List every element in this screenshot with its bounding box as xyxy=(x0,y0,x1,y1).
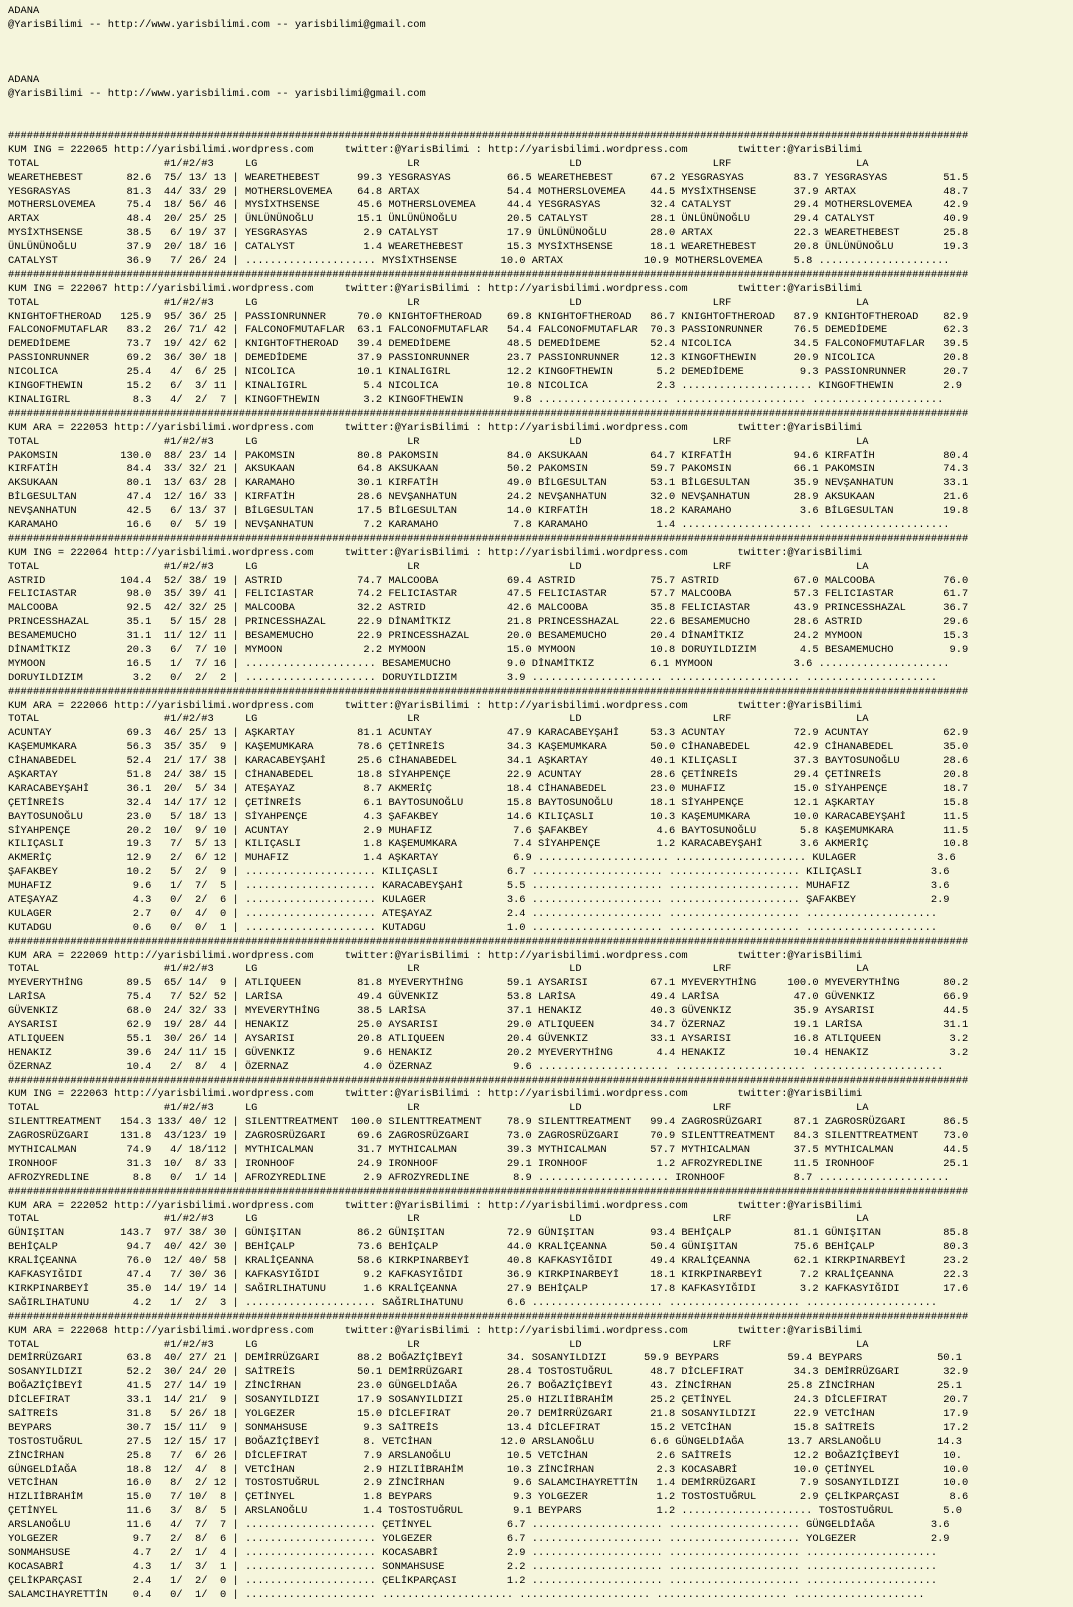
horse-stat-row: KNIGHTOFTHEROAD 125.9 95/ 36/ 25 | PASSIONRUNNER 70.0 KNIGHTOFTHEROAD 69.8 KNIGHTOFTHEROAD 86.7 KNIGHTOFTHEROAD 87.9 KNIGHTOFTHEROAD 82.9 xyxy=(8,310,969,323)
horse-stat-row: MYSİXTHSENSE 38.5 6/ 19/ 37 | YESGRASYAS 2.9 CATALYST 17.9 ÜNLÜNÜNOĞLU 28.0 ARTAX 22.3 WEARETHEBEST 25.8 xyxy=(8,227,969,240)
horse-stat-row: MYMOON 16.5 1/ 7/ 16 | ..................... BESAMEMUCHO 9.0 DİNAMİTKIZ 6.1 MYMOON 3.6 ..................... xyxy=(8,657,950,670)
horse-stat-row: AKSUKAAN 80.1 13/ 63/ 28 | KARAMAHO 30.1 KIRFATİH 49.0 BİLGESULTAN 53.1 BİLGESULTAN 35.9 NEVŞANHATUN 33.1 xyxy=(8,477,969,490)
horse-stat-row: DİNAMİTKIZ 20.3 6/ 7/ 10 | MYMOON 2.2 MYMOON 15.0 MYMOON 10.8 DORUYILDIZIM 4.5 BESAMEMUCHO 9.9 xyxy=(8,643,969,656)
horse-stat-row: CİHANABEDEL 52.4 21/ 17/ 38 | KARACABEYŞAHİ 25.6 CİHANABEDEL 34.1 AŞKARTAY 40.1 KILIÇASLI 37.3 BAYTOSUNOĞLU 28.6 xyxy=(8,755,969,768)
horse-stat-row: YOLGEZER 9.7 2/ 8/ 6 | ..................... YOLGEZER 6.7 ..................... ..................... YOLGEZER 2.9 xyxy=(8,1532,950,1545)
column-header-row: TOTAL #1/#2/#3 LG LR LD LRF LA xyxy=(8,1102,869,1115)
horse-stat-row: MOTHERSLOVEMEA 75.4 18/ 56/ 46 | MYSİXTHSENSE 45.6 MOTHERSLOVEMEA 44.4 YESGRASYAS 32.4 CATALYST 29.4 MOTHERSLOVEMEA 42.9 xyxy=(8,199,969,212)
horse-stat-row: BAYTOSUNOĞLU 23.0 5/ 18/ 13 | SİYAHPENÇE 4.3 ŞAFAKBEY 14.6 KILIÇASLI 10.3 KAŞEMUMKARA 10.0 KARACABEYŞAHİ 11.5 xyxy=(8,810,969,823)
horse-stat-row: ASTRID 104.4 52/ 38/ 19 | ASTRID 74.7 MALCOOBA 69.4 ASTRID 75.7 ASTRID 67.0 MALCOOBA 76.0 xyxy=(8,574,969,587)
horse-stat-row: KRALİÇEANNA 76.0 12/ 40/ 58 | KRALİÇEANNA 58.6 KIRKPINARBEYİ 40.8 KAFKASYIĞIDI 49.4 KRALİÇEANNA 62.1 KIRKPINARBEYİ 23.2 xyxy=(8,1255,969,1268)
horse-stat-row: KUTADGU 0.6 0/ 0/ 1 | ..................... KUTADGU 1.0 ..................... ..................... ..................... xyxy=(8,921,938,934)
race-header: KUM ARA = 222068 http://yarisbilimi.wordpress.com twitter:@YarisBilimi : http://yarisbilimi.wordpress.com twitter:@YarisBilimi xyxy=(8,1324,863,1337)
section-divider: ########################################################################################################################################################## xyxy=(8,1185,969,1198)
horse-stat-row: BEYPARS 30.7 15/ 11/ 9 | SONMAHSUSE 9.3 SAİTREİS 13.4 DİCLEFIRAT 15.2 VETCİHAN 15.8 SAİTREİS 17.2 xyxy=(8,1421,969,1434)
blank-line xyxy=(8,47,1065,61)
column-header-row: TOTAL #1/#2/#3 LG LR LD LRF LA xyxy=(8,560,869,573)
column-header-row: TOTAL #1/#2/#3 LG LR LD LRF LA xyxy=(8,157,869,170)
horse-stat-row: GÜNGELDİAĞA 18.8 12/ 4/ 8 | VETCİHAN 2.9 HIZLIİBRAHİM 10.3 ZİNCİRHAN 2.3 KOCASABRİ 10.0 ÇETİNYEL 10.0 xyxy=(8,1463,969,1476)
horse-stat-row: ŞAFAKBEY 10.2 5/ 2/ 9 | ..................... KILIÇASLI 6.7 ..................... ..................... KILIÇASLI 3.6 xyxy=(8,866,950,879)
horse-stat-row: FELICIASTAR 98.0 35/ 39/ 41 | FELICIASTAR 74.2 FELICIASTAR 47.5 FELICIASTAR 57.7 MALCOOBA 57.3 FELICIASTAR 61.7 xyxy=(8,588,969,601)
horse-stat-row: AKMERİÇ 12.9 2/ 6/ 12 | MUHAFIZ 1.4 AŞKARTAY 6.9 ..................... ..................... KULAGER 3.6 xyxy=(8,852,956,865)
site-header-line: @YarisBilimi -- http://www.yarisbilimi.com -- yarisbilimi@gmail.com xyxy=(8,18,426,31)
horse-stat-row: NEVŞANHATUN 42.5 6/ 13/ 37 | BİLGESULTAN 17.5 BİLGESULTAN 14.0 KIRFATİH 18.2 KARAMAHO 3.6 BİLGESULTAN 19.8 xyxy=(8,505,969,518)
column-header-row: TOTAL #1/#2/#3 LG LR LD LRF LA xyxy=(8,435,869,448)
horse-stat-row: KINALIGIRL 8.3 4/ 2/ 7 | KINGOFTHEWIN 3.2 KINGOFTHEWIN 9.8 ..................... ..................... ..................... xyxy=(8,393,944,406)
race-header: KUM ING = 222067 http://yarisbilimi.wordpress.com twitter:@YarisBilimi : http://yarisbilimi.wordpress.com twitter:@YarisBilimi xyxy=(8,282,863,295)
horse-stat-row: BİLGESULTAN 47.4 12/ 16/ 33 | KIRFATİH 28.6 NEVŞANHATUN 24.2 NEVŞANHATUN 32.0 NEVŞANHATUN 28.9 AKSUKAAN 21.6 xyxy=(8,491,969,504)
horse-stat-row: KAFKASYIĞIDI 47.4 7/ 30/ 36 | KAFKASYIĞIDI 9.2 KAFKASYIĞIDI 36.9 KIRKPINARBEYİ 18.1 KIRKPINARBEYİ 7.2 KRALİÇEANNA 22.3 xyxy=(8,1269,969,1282)
site-header-line: ADANA xyxy=(8,74,40,87)
horse-stat-row: ZAGROSRÜZGARI 131.8 43/123/ 19 | ZAGROSRÜZGARI 69.6 ZAGROSRÜZGARI 73.0 ZAGROSRÜZGARI 70.9 SILENTTREATMENT 84.3 SILENTTREATMENT 73.0 xyxy=(8,1130,969,1143)
column-header-row: TOTAL #1/#2/#3 LG LR LD LRF LA xyxy=(8,963,869,976)
horse-stat-row: KARAMAHO 16.6 0/ 5/ 19 | NEVŞANHATUN 7.2 KARAMAHO 7.8 KARAMAHO 1.4 ..................... ..................... xyxy=(8,518,950,531)
race-header: KUM ARA = 222066 http://yarisbilimi.wordpress.com twitter:@YarisBilimi : http://yarisbilimi.wordpress.com twitter:@YarisBilimi xyxy=(8,699,863,712)
race-header: KUM ARA = 222053 http://yarisbilimi.wordpress.com twitter:@YarisBilimi : http://yarisbilimi.wordpress.com twitter:@YarisBilimi xyxy=(8,421,863,434)
horse-stat-row: FALCONOFMUTAFLAR 83.2 26/ 71/ 42 | FALCONOFMUTAFLAR 63.1 FALCONOFMUTAFLAR 54.4 FALCONOFMUTAFLAR 70.3 PASSIONRUNNER 76.5 DEMEDİDEME 62.3 xyxy=(8,324,969,337)
horse-stat-row: AŞKARTAY 51.8 24/ 38/ 15 | CİHANABEDEL 18.8 SİYAHPENÇE 22.9 ACUNTAY 28.6 ÇETİNREİS 29.4 ÇETİNREİS 20.8 xyxy=(8,768,969,781)
horse-stat-row: KIRKPINARBEYİ 35.0 14/ 19/ 14 | SAĞIRLIHATUNU 1.6 KRALİÇEANNA 27.9 BEHİÇALP 17.8 KAFKASYIĞIDI 3.2 KAFKASYIĞIDI 17.6 xyxy=(8,1282,969,1295)
horse-stat-row: ATEŞAYAZ 4.3 0/ 2/ 6 | ..................... KULAGER 3.6 ..................... ..................... ŞAFAKBEY 2.9 xyxy=(8,894,950,906)
horse-stat-row: VETCİHAN 16.0 8/ 2/ 12 | TOSTOSTUĞRUL 2.9 ZİNCİRHAN 9.6 SALAMCIHAYRETTİN 1.4 DEMİRRÜZGARI 7.9 SOSANYILDIZI 10.0 xyxy=(8,1477,969,1490)
horse-stat-row: HENAKIZ 39.6 24/ 11/ 15 | GÜVENKIZ 9.6 HENAKIZ 20.2 MYEVERYTHİNG 4.4 HENAKIZ 10.4 HENAKIZ 3.2 xyxy=(8,1046,969,1059)
horse-stat-row: MALCOOBA 92.5 42/ 32/ 25 | MALCOOBA 32.2 ASTRID 42.6 MALCOOBA 35.8 FELICIASTAR 43.9 PRINCESSHAZAL 36.7 xyxy=(8,602,969,615)
section-divider: ########################################################################################################################################################## xyxy=(8,130,969,143)
horse-stat-row: ÖZERNAZ 10.4 2/ 8/ 4 | ÖZERNAZ 4.0 ÖZERNAZ 9.6 ..................... ..................... ..................... xyxy=(8,1060,944,1073)
horse-stat-row: WEARETHEBEST 82.6 75/ 13/ 13 | WEARETHEBEST 99.3 YESGRASYAS 66.5 WEARETHEBEST 67.2 YESGRASYAS 83.7 YESGRASYAS 51.5 xyxy=(8,171,969,184)
horse-stat-row: SAĞIRLIHATUNU 4.2 1/ 2/ 3 | ..................... SAĞIRLIHATUNU 6.6 ..................... ..................... ..................... xyxy=(8,1296,938,1309)
horse-stat-row: KIRFATİH 84.4 33/ 32/ 21 | AKSUKAAN 64.8 AKSUKAAN 50.2 PAKOMSIN 59.7 PAKOMSIN 66.1 PAKOMSIN 74.3 xyxy=(8,463,969,476)
horse-stat-row: ARSLANOĞLU 11.6 4/ 7/ 7 | ..................... ÇETİNYEL 6.7 ..................... ..................... GÜNGELDİAĞA 3.6 xyxy=(8,1519,950,1532)
horse-stat-row: SILENTTREATMENT 154.3 133/ 40/ 12 | SILENTTREATMENT 100.0 SILENTTREATMENT 78.9 SILENTTREATMENT 99.4 ZAGROSRÜZGARI 87.1 ZAGROSRÜZGARI 86.5 xyxy=(8,1116,969,1129)
horse-stat-row: SOSANYILDIZI 52.2 30/ 24/ 20 | SAİTREİS 50.1 DEMİRRÜZGARI 28.4 TOSTOSTUĞRUL 48.7 DİCLEFIRAT 34.3 DEMİRRÜZGARI 32.9 xyxy=(8,1366,969,1379)
horse-stat-row: KOCASABRİ 4.3 1/ 3/ 1 | ..................... SONMAHSUSE 2.2 ..................... ..................... ..................... xyxy=(8,1560,938,1573)
horse-stat-row: YESGRASYAS 81.3 44/ 33/ 29 | MOTHERSLOVEMEA 64.8 ARTAX 54.4 MOTHERSLOVEMEA 44.5 MYSİXTHSENSE 37.9 ARTAX 48.7 xyxy=(8,185,969,198)
horse-stat-row: KULAGER 2.7 0/ 4/ 0 | ..................... ATEŞAYAZ 2.4 ..................... ..................... ..................... xyxy=(8,907,938,920)
horse-stat-row: PASSIONRUNNER 69.2 36/ 30/ 18 | DEMEDİDEME 37.9 PASSIONRUNNER 23.7 PASSIONRUNNER 12.3 KINGOFTHEWIN 20.9 NICOLICA 20.8 xyxy=(8,352,969,365)
race-header: KUM ING = 222063 http://yarisbilimi.wordpress.com twitter:@YarisBilimi : http://yarisbilimi.wordpress.com twitter:@YarisBilimi xyxy=(8,1088,863,1101)
horse-stat-row: SALAMCIHAYRETTİN 0.4 0/ 1/ 0 | ..................... ..................... ..................... ..................... ..................... xyxy=(8,1588,925,1601)
site-header-line: ADANA xyxy=(8,5,40,17)
section-divider: ########################################################################################################################################################## xyxy=(8,268,969,281)
horse-stat-row: NICOLICA 25.4 4/ 6/ 25 | NICOLICA 10.1 KINALIGIRL 12.2 KINGOFTHEWIN 5.2 DEMEDİDEME 9.3 PASSIONRUNNER 20.7 xyxy=(8,366,969,379)
horse-stat-row: ÇETİNREİS 32.4 14/ 17/ 12 | ÇETİNREİS 6.1 BAYTOSUNOĞLU 15.8 BAYTOSUNOĞLU 18.1 SİYAHPENÇE 12.1 AŞKARTAY 15.8 xyxy=(8,796,969,809)
horse-stat-row: MYTHICALMAN 74.9 4/ 18/112 | MYTHICALMAN 31.7 MYTHICALMAN 39.3 MYTHICALMAN 57.7 MYTHICALMAN 37.5 MYTHICALMAN 44.5 xyxy=(8,1144,969,1157)
horse-stat-row: AFROZYREDLINE 8.8 0/ 1/ 14 | AFROZYREDLINE 2.9 AFROZYREDLINE 8.9 ..................... IRONHOOF 8.7 ..................... xyxy=(8,1171,950,1184)
horse-stat-row: GÜVENKIZ 68.0 24/ 32/ 33 | MYEVERYTHİNG 38.5 LARİSA 37.1 HENAKIZ 40.3 GÜVENKIZ 35.9 AYSARISI 44.5 xyxy=(8,1005,969,1018)
horse-stat-row: KILIÇASLI 19.3 7/ 5/ 13 | KILIÇASLI 1.8 KAŞEMUMKARA 7.4 SİYAHPENÇE 1.2 KARACABEYŞAHİ 3.6 AKMERİÇ 10.8 xyxy=(8,838,969,851)
horse-stat-row: KARACABEYŞAHİ 36.1 20/ 5/ 34 | ATEŞAYAZ 8.7 AKMERİÇ 18.4 CİHANABEDEL 23.0 MUHAFIZ 15.0 SİYAHPENÇE 18.7 xyxy=(8,782,969,795)
horse-stat-row: CATALYST 36.9 7/ 26/ 24 | ..................... MYSİXTHSENSE 10.0 ARTAX 10.9 MOTHERSLOVEMEA 5.8 ..................... xyxy=(8,255,950,268)
horse-stat-row: BOĞAZİÇİBEYİ 41.5 27/ 14/ 19 | ZİNCİRHAN 23.0 GÜNGELDİAĞA 26.7 BOĞAZİÇİBEYİ 43. ZİNCİRHAN 25.8 ZİNCİRHAN 25.1 xyxy=(8,1380,963,1393)
section-divider: ########################################################################################################################################################## xyxy=(8,1310,969,1323)
race-header: KUM ING = 222064 http://yarisbilimi.wordpress.com twitter:@YarisBilimi : http://yarisbilimi.wordpress.com twitter:@YarisBilimi xyxy=(8,546,863,559)
horse-stat-row: ÇETİNYEL 11.6 3/ 8/ 5 | ARSLANOĞLU 1.4 TOSTOSTUĞRUL 9.1 BEYPARS 1.2 ..................... TOSTOSTUĞRUL 5.0 xyxy=(8,1505,963,1518)
horse-stat-row: PRINCESSHAZAL 35.1 5/ 15/ 28 | PRINCESSHAZAL 22.9 DİNAMİTKIZ 21.8 PRINCESSHAZAL 22.6 BESAMEMUCHO 28.6 ASTRID 29.6 xyxy=(8,616,969,629)
horse-stat-row: ÇELİKPARÇASI 2.4 1/ 2/ 0 | ..................... ÇELİKPARÇASI 1.2 ..................... ..................... ..................... xyxy=(8,1574,938,1587)
horse-stat-row: MUHAFIZ 9.6 1/ 7/ 5 | ..................... KARACABEYŞAHİ 5.5 ..................... ..................... MUHAFIZ 3.6 xyxy=(8,880,950,893)
blank-line xyxy=(8,61,1065,75)
column-header-row: TOTAL #1/#2/#3 LG LR LD LRF LA xyxy=(8,713,869,726)
section-divider: ########################################################################################################################################################## xyxy=(8,407,969,420)
horse-stat-row: BEHİÇALP 94.7 40/ 42/ 30 | BEHİÇALP 73.6 BEHİÇALP 44.0 KRALİÇEANNA 50.4 GÜNIŞITAN 75.6 BEHİÇALP 80.3 xyxy=(8,1241,969,1254)
column-header-row: TOTAL #1/#2/#3 LG LR LD LRF LA xyxy=(8,1338,869,1351)
horse-stat-row: DEMİRRÜZGARI 63.8 40/ 27/ 21 | DEMİRRÜZGARI 88.2 BOĞAZİÇİBEYİ 34. SOSANYILDIZI 59.9 BEYPARS 59.4 BEYPARS 50.1 xyxy=(8,1352,963,1365)
horse-stat-row: IRONHOOF 31.3 10/ 8/ 33 | IRONHOOF 24.9 IRONHOOF 29.1 IRONHOOF 1.2 AFROZYREDLINE 11.5 IRONHOOF 25.1 xyxy=(8,1157,969,1170)
horse-stat-row: ZİNCİRHAN 25.8 7/ 6/ 26 | DİCLEFIRAT 7.9 ARSLANOĞLU 10.5 VETCİHAN 2.6 SAİTREİS 12.2 BOĞAZİÇİBEYİ 10. xyxy=(8,1449,963,1462)
horse-stat-row: BESAMEMUCHO 31.1 11/ 12/ 11 | BESAMEMUCHO 22.9 PRINCESSHAZAL 20.0 BESAMEMUCHO 20.4 DİNAMİTKIZ 24.2 MYMOON 15.3 xyxy=(8,630,969,643)
blank-line xyxy=(8,33,1065,47)
horse-stat-row: ARTAX 48.4 20/ 25/ 25 | ÜNLÜNÜNOĞLU 15.1 ÜNLÜNÜNOĞLU 20.5 CATALYST 28.1 ÜNLÜNÜNOĞLU 29.4 CATALYST 40.9 xyxy=(8,213,969,226)
section-divider: ########################################################################################################################################################## xyxy=(8,532,969,545)
race-header: KUM ARA = 222069 http://yarisbilimi.wordpress.com twitter:@YarisBilimi : http://yarisbilimi.wordpress.com twitter:@YarisBilimi xyxy=(8,949,863,962)
horse-stat-row: TOSTOSTUĞRUL 27.5 12/ 15/ 17 | BOĞAZİÇİBEYİ 8. VETCİHAN 12.0 ARSLANOĞLU 6.6 GÜNGELDİAĞA 13.7 ARSLANOĞLU 14.3 xyxy=(8,1435,963,1448)
horse-stat-row: GÜNIŞITAN 143.7 97/ 38/ 30 | GÜNIŞITAN 86.2 GÜNIŞITAN 72.9 GÜNIŞITAN 93.4 BEHİÇALP 81.1 GÜNIŞITAN 85.8 xyxy=(8,1227,969,1240)
section-divider: ########################################################################################################################################################## xyxy=(8,935,969,948)
horse-stat-row: AYSARISI 62.9 19/ 28/ 44 | HENAKIZ 25.0 AYSARISI 29.0 ATLIQUEEN 34.7 ÖZERNAZ 19.1 LARİSA 31.1 xyxy=(8,1019,969,1032)
horse-stat-row: HIZLIİBRAHİM 15.0 7/ 10/ 8 | ÇETİNYEL 1.8 BEYPARS 9.3 YOLGEZER 1.2 TOSTOSTUĞRUL 2.9 ÇELİKPARÇASI 8.6 xyxy=(8,1491,969,1504)
section-divider: ########################################################################################################################################################## xyxy=(8,1074,969,1087)
blank-line xyxy=(8,102,1065,116)
column-header-row: TOTAL #1/#2/#3 LG LR LD LRF LA xyxy=(8,296,869,309)
horse-stat-row: KAŞEMUMKARA 56.3 35/ 35/ 9 | KAŞEMUMKARA 78.6 ÇETİNREİS 34.3 KAŞEMUMKARA 50.0 CİHANABEDEL 42.9 CİHANABEDEL 35.0 xyxy=(8,741,969,754)
horse-stat-row: LARİSA 75.4 7/ 52/ 52 | LARİSA 49.4 GÜVENKIZ 53.8 LARİSA 49.4 LARİSA 47.0 GÜVENKIZ 66.9 xyxy=(8,991,969,1004)
horse-stat-row: SİYAHPENÇE 20.2 10/ 9/ 10 | ACUNTAY 2.9 MUHAFIZ 7.6 ŞAFAKBEY 4.6 BAYTOSUNOĞLU 5.8 KAŞEMUMKARA 11.5 xyxy=(8,824,969,837)
site-header-line: @YarisBilimi -- http://www.yarisbilimi.com -- yarisbilimi@gmail.com xyxy=(8,88,426,101)
race-header: KUM ARA = 222052 http://yarisbilimi.wordpress.com twitter:@YarisBilimi : http://yarisbilimi.wordpress.com twitter:@YarisBilimi xyxy=(8,1199,863,1212)
horse-stat-row: KINGOFTHEWIN 15.2 6/ 3/ 11 | KINALIGIRL 5.4 NICOLICA 10.8 NICOLICA 2.3 ..................... KINGOFTHEWIN 2.9 xyxy=(8,380,963,393)
horse-stat-row: DİCLEFIRAT 33.1 14/ 21/ 9 | SOSANYILDIZI 17.9 SOSANYILDIZI 25.0 HIZLIİBRAHİM 25.2 ÇETİNYEL 24.3 DİCLEFIRAT 20.7 xyxy=(8,1394,969,1407)
blank-line xyxy=(8,116,1065,130)
horse-stat-row: PAKOMSIN 130.0 88/ 23/ 14 | PAKOMSIN 80.8 PAKOMSIN 84.0 AKSUKAAN 64.7 KIRFATİH 94.6 KIRFATİH 80.4 xyxy=(8,449,969,462)
column-header-row: TOTAL #1/#2/#3 LG LR LD LRF LA xyxy=(8,1213,869,1226)
horse-stat-row: ATLIQUEEN 55.1 30/ 26/ 14 | AYSARISI 20.8 ATLIQUEEN 20.4 GÜVENKIZ 33.1 AYSARISI 16.8 ATLIQUEEN 3.2 xyxy=(8,1032,969,1045)
horse-stat-row: MYEVERYTHİNG 89.5 65/ 14/ 9 | ATLIQUEEN 81.8 MYEVERYTHİNG 59.1 AYSARISI 67.1 MYEVERYTHİNG 100.0 MYEVERYTHİNG 80.2 xyxy=(8,977,969,990)
horse-stat-row: DEMEDİDEME 73.7 19/ 42/ 62 | KNIGHTOFTHEROAD 39.4 DEMEDİDEME 48.5 DEMEDİDEME 52.4 NICOLICA 34.5 FALCONOFMUTAFLAR 39.5 xyxy=(8,338,969,351)
horse-stat-row: SAİTREİS 31.8 5/ 26/ 18 | YOLGEZER 15.0 DİCLEFIRAT 20.7 DEMİRRÜZGARI 21.8 SOSANYILDIZI 22.9 VETCİHAN 17.9 xyxy=(8,1407,969,1420)
horse-stat-row: ACUNTAY 69.3 46/ 25/ 13 | AŞKARTAY 81.1 ACUNTAY 47.9 KARACABEYŞAHİ 53.3 ACUNTAY 72.9 ACUNTAY 62.9 xyxy=(8,727,969,740)
horse-stat-row: SONMAHSUSE 4.7 2/ 1/ 4 | ..................... KOCASABRİ 2.9 ..................... ..................... ..................... xyxy=(8,1546,938,1559)
race-header: KUM ING = 222065 http://yarisbilimi.wordpress.com twitter:@YarisBilimi : http://yarisbilimi.wordpress.com twitter:@YarisBilimi xyxy=(8,143,863,156)
section-divider: ########################################################################################################################################################## xyxy=(8,685,969,698)
horse-stat-row: ÜNLÜNÜNOĞLU 37.9 20/ 18/ 16 | CATALYST 1.4 WEARETHEBEST 15.3 MYSİXTHSENSE 18.1 WEARETHEBEST 20.8 ÜNLÜNÜNOĞLU 19.3 xyxy=(8,241,969,254)
horse-stat-row: DORUYILDIZIM 3.2 0/ 2/ 2 | ..................... DORUYILDIZIM 3.9 ..................... ..................... ..................... xyxy=(8,671,938,684)
